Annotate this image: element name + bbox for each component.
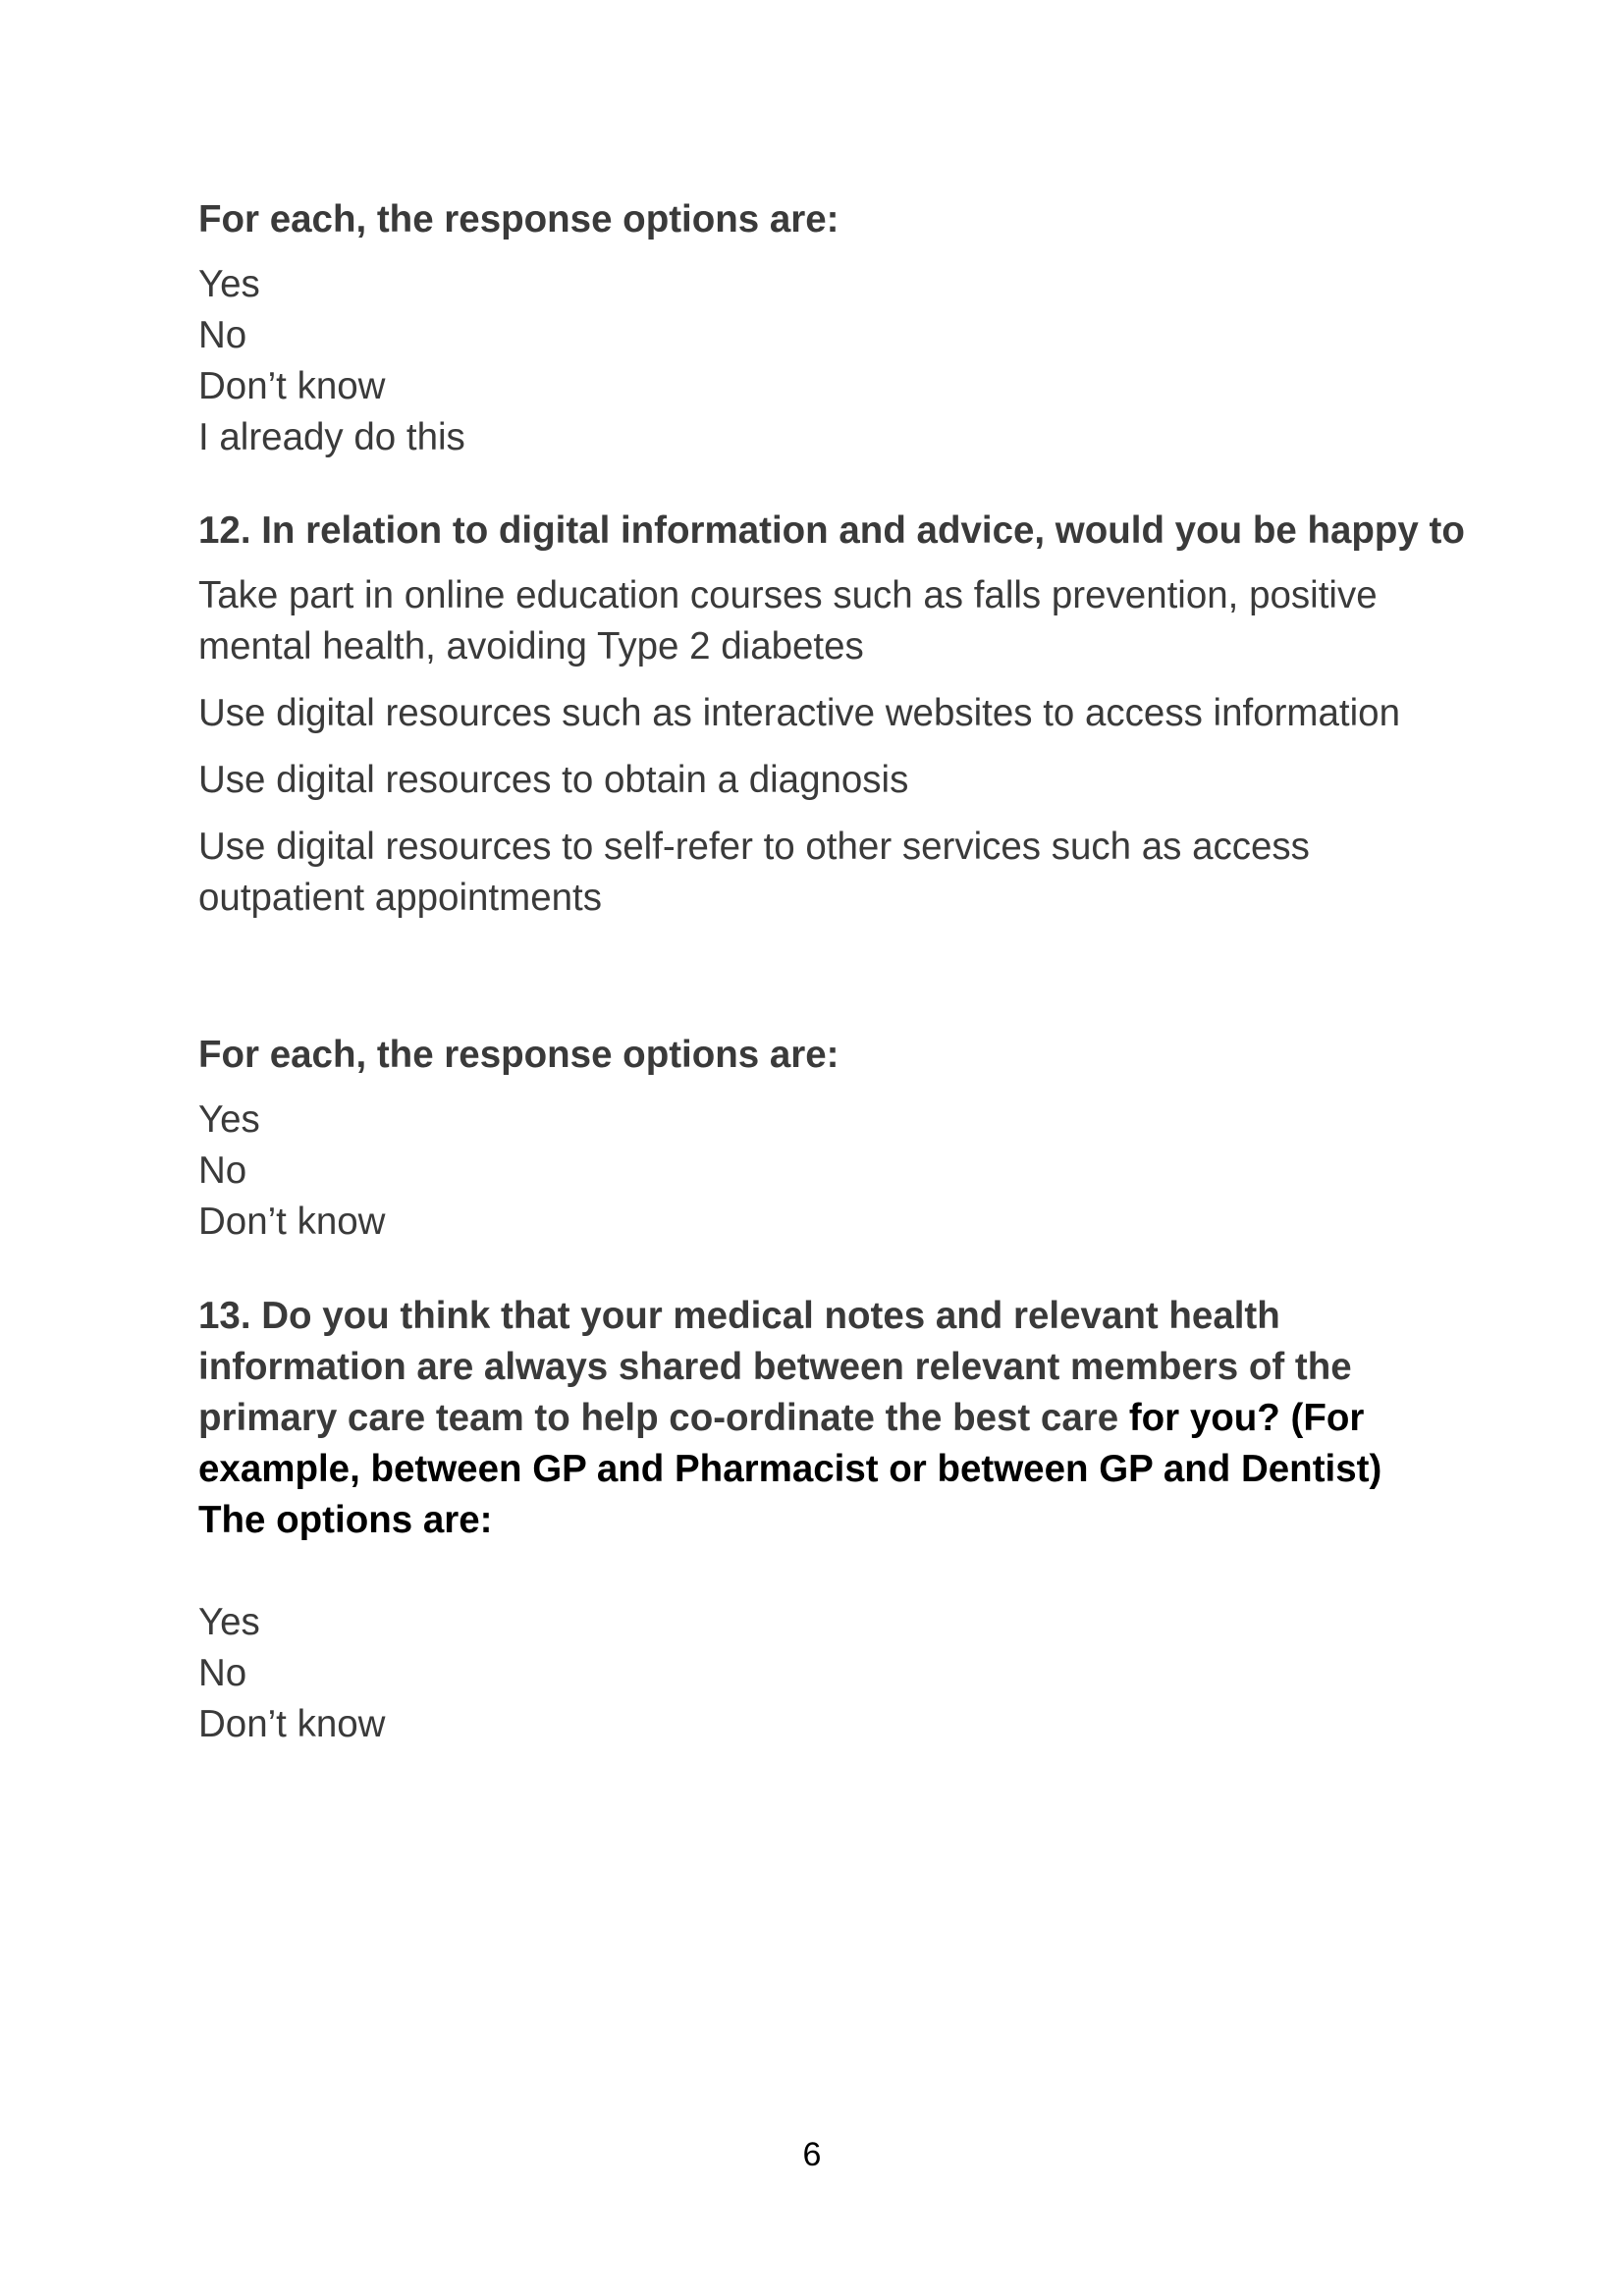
question-heading: 12. In relation to digital information and advice, would you be happy to — [198, 509, 1465, 552]
option-item: Don’t know — [198, 1201, 386, 1243]
option-item: No — [198, 1652, 247, 1694]
option-item: Yes — [198, 1098, 260, 1141]
option-item: Yes — [198, 263, 260, 305]
question-heading-black: for you? (For example, between GP and Pharmacist or between GP and Dentist) The options are: — [198, 1397, 1382, 1541]
question-12 — [198, 506, 1465, 924]
section-heading: For each, the response options are: — [198, 1034, 839, 1076]
option-item: I already do this — [198, 416, 465, 458]
question-item: Use digital resources to self-refer to other services such as access outpatient appointments — [198, 826, 1310, 919]
response-options-section — [198, 1030, 1465, 1248]
question-item: Use digital resources to obtain a diagnosis — [198, 759, 909, 801]
response-options-section — [198, 194, 1465, 463]
options-list — [198, 259, 1465, 463]
option-item: Don’t know — [198, 365, 386, 407]
option-item: No — [198, 1149, 247, 1192]
question-item: Use digital resources such as interactive websites to access information — [198, 692, 1400, 734]
section-heading: For each, the response options are: — [198, 198, 839, 240]
question-heading — [198, 1291, 1406, 1546]
question-13 — [198, 1291, 1406, 1750]
question-item: Take part in online education courses such as falls prevention, positive mental health, avoiding Type 2 diabetes — [198, 574, 1378, 667]
option-item: Yes — [198, 1601, 260, 1643]
question-heading-grey: 13. Do you think that your medical notes and relevant health information are always shared between relevant members of the primary care team to help co-ordinate the best care — [198, 1295, 1352, 1439]
option-item: No — [198, 314, 247, 356]
page-number: 6 — [802, 2136, 822, 2173]
options-list — [198, 1095, 1465, 1248]
option-item: Don’t know — [198, 1703, 386, 1745]
options-list — [198, 1597, 1406, 1750]
